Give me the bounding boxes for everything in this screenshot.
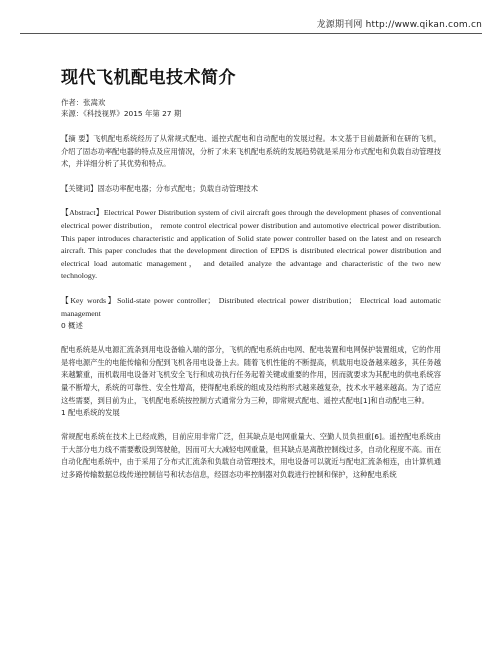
abstract-paragraph [61,133,441,171]
english-keywords-label: 【Key words】 [61,295,118,305]
english-abstract-text: Electrical Power Distribution system of civil aircraft goes through the development phases of conventional electrical power distribution， remote control electrical power distribution and automotive electrical power distribution. This paper introduces characteristic and application of Solid state power controller based on the latest and on research aircraft. This paper concludes that the development direction of EPDS is distributed electrical power distribution and electrical load automatic management， and detailed analyze the advantage and characteristic of the two new technology. [61,208,441,281]
source-line: 来源：《科技视界》2015 年第 27 期 [61,109,182,118]
site-header[interactable]: 龙源期刊网 http://www.qikan.com.cn [316,20,482,30]
english-abstract-paragraph [61,207,441,283]
english-keywords-text: Solid-state power controller； Distributed electrical power distribution； Electrical load automatic management [61,295,441,318]
section-1-paragraph: 常规配电系统在技术上已经成熟，目前应用非常广泛，但其缺点是电网重量大、空勤人员负担重[6]。遥控配电系统由于大部分电力线不需要敷设到驾驶舱，因而可大大减轻电网重量，但其缺点是离散控制线过多，自动化程度不高。而在自动化配电系统中，由于采用了分布式汇流条和负载自动管理技术，用电设备可以就近与配电汇流条相连，由计算机通过多路传输数据总线传递控制信号和状态信息，经固态功率控制器对负载进行控制和保护，这种配电系统 [61,432,441,479]
author-line: 作者：张嵩欢 [61,98,106,107]
english-keywords-paragraph [61,295,441,320]
section-1-heading: 1 配电系统的发展 [61,408,120,418]
abstract-label: 【摘 要】 [61,134,94,143]
keywords-paragraph [61,183,441,196]
header-divider [20,33,482,34]
english-abstract-label: 【Abstract】 [61,208,104,218]
keywords-label: 【关键词】 [61,183,98,193]
article-title: 现代飞机配电技术简介 [61,68,236,88]
section-0-heading: 0 概述 [61,321,83,331]
abstract-text: 飞机配电系统经历了从常规式配电、遥控式配电和自动配电的发展过程。本文基于目前最新和在研的飞机，介绍了固态功率配电器的特点及应用情况，分析了未来飞机配电系统的发展趋势就是采用分布式配电和负载自动管理技术，并详细分析了其优势和特点。 [61,134,442,169]
keywords-text: 固态功率配电器；分布式配电；负载自动管理技术 [97,183,259,193]
article-body [61,63,441,481]
section-0-paragraph: 配电系统是从电源汇流条到用电设备输入端的部分，飞机的配电系统由电网、配电装置和电网保护装置组成，它的作用是将电源产生的电能传输和分配到飞机各用电设备上去。随着飞机性能的不断提高，机载用电设备越来越多，其任务越来越繁重，而机载用电设备对飞机安全飞行和成功执行任务起着关键或重要的作用，因而就要求为其配电的供电系统容量不断增大，系统的可靠性、安全性增高，使得配电系统的组成及结构形式越来越复杂，技术水平越来越高。为了适应这些需要，到目前为止，飞机配电系统按控制方式通常分为三种，即常规式配电、遥控式配电[1]和自动配电三种。 [61,345,441,405]
